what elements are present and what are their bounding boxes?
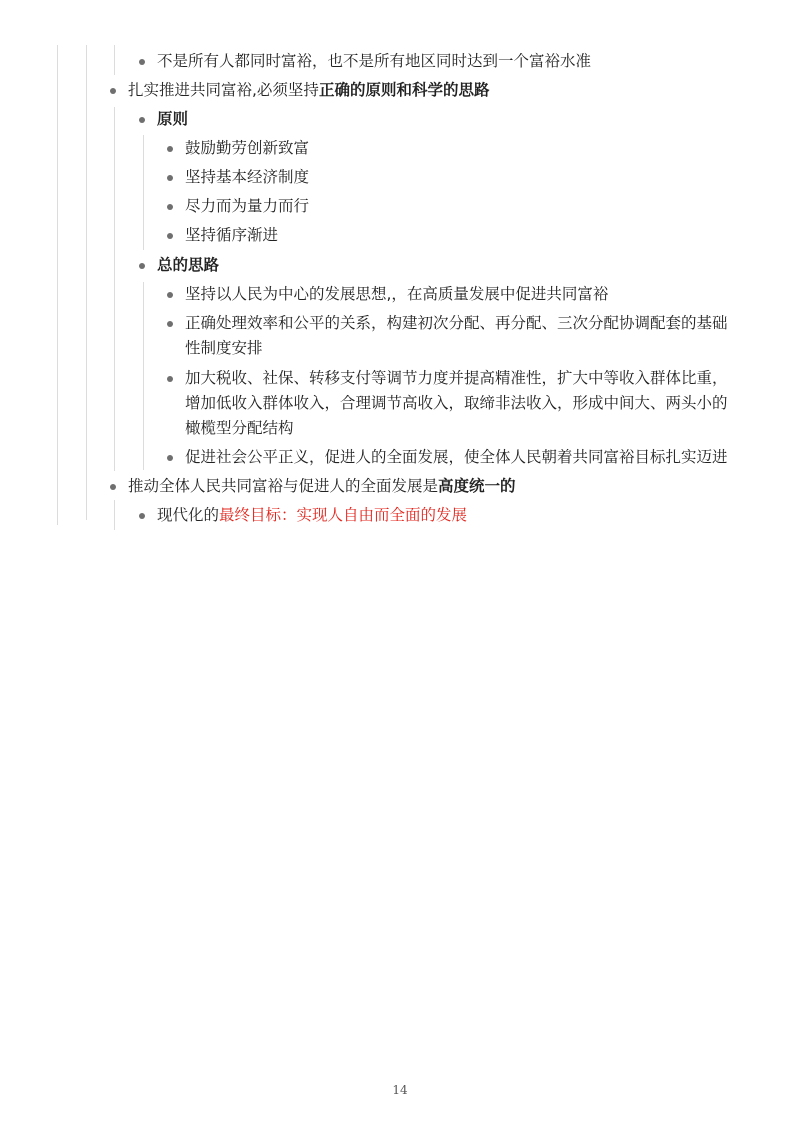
bullet-icon (139, 263, 145, 269)
list-item (128, 78, 489, 103)
list-item-text: 扎实推进共同富裕,必须坚持 (128, 81, 319, 99)
bullet-icon (167, 204, 173, 210)
list-item (185, 282, 608, 307)
list-item-text: 推动全体人民共同富裕与促进人的全面发展是 (128, 477, 439, 495)
list-item-text: 橄榄型分配结构 (185, 419, 294, 437)
list-item-bold-text: 正确的原则和科学的思路 (318, 81, 490, 99)
list-item (185, 445, 728, 470)
bullet-icon (167, 146, 173, 152)
list-item (185, 194, 309, 219)
list-item (157, 49, 591, 74)
list-item-text: 现代化的 (157, 506, 220, 524)
list-item-text: 尽力而为量力而行 (185, 197, 310, 215)
list-item-line (185, 311, 728, 336)
outline-guide-line (114, 500, 115, 530)
list-item (185, 223, 278, 248)
bullet-icon (139, 59, 145, 65)
list-item-text: 不是所有人都同时富裕，也不是所有地区同时达到一个富裕水准 (157, 52, 592, 70)
list-item (185, 136, 309, 161)
list-item-line (185, 366, 728, 391)
bullet-icon (110, 484, 116, 490)
section-heading-principles: 原则 (157, 110, 189, 128)
list-item-bold-text: 高度统一的 (438, 477, 516, 495)
outline-guide-line (86, 45, 87, 520)
bullet-icon (139, 513, 145, 519)
outline-guide-line (114, 107, 115, 471)
list-item-text: 鼓励勤劳创新致富 (185, 139, 310, 157)
bullet-icon (167, 321, 173, 327)
list-item-text: 坚持以人民为中心的发展思想,，在高质量发展中促进共同富裕 (185, 285, 609, 303)
list-item-text: 促进社会公平正义，促进人的全面发展，使全体人民朝着共同富裕目标扎实迈进 (185, 448, 728, 466)
bullet-icon (167, 455, 173, 461)
outline-guide-line (57, 45, 58, 525)
outline-guide-line (143, 135, 144, 250)
list-item (128, 474, 516, 499)
bullet-icon (167, 175, 173, 181)
bullet-icon (167, 233, 173, 239)
highlighted-text: 最终目标：实现人自由而全面的发展 (219, 506, 468, 524)
bullet-icon (167, 292, 173, 298)
list-item-line (185, 391, 728, 416)
bullet-icon (139, 117, 145, 123)
list-item (185, 165, 309, 190)
bullet-icon (110, 88, 116, 94)
list-item-text: 坚持循序渐进 (185, 226, 279, 244)
list-item-line (185, 336, 263, 361)
list-item-text: 正确处理效率和公平的关系，构建初次分配、再分配、三次分配协调配套的基础 (185, 314, 728, 332)
section-heading-approach: 总的思路 (157, 256, 220, 274)
list-item-line (185, 416, 294, 441)
outline-guide-line (114, 45, 115, 75)
list-item-text: 性制度安排 (185, 339, 263, 357)
outline-guide-line (143, 282, 144, 470)
list-item-text: 增加低收入群体收入，合理调节高收入，取缔非法收入，形成中间大、两头小的 (185, 394, 728, 412)
page-number: 14 (392, 1083, 408, 1097)
bullet-icon (167, 376, 173, 382)
list-item-text: 坚持基本经济制度 (185, 168, 310, 186)
list-item-text: 加大税收、社保、转移支付等调节力度并提高精准性，扩大中等收入群体比重， (185, 369, 728, 387)
list-item (157, 503, 467, 528)
